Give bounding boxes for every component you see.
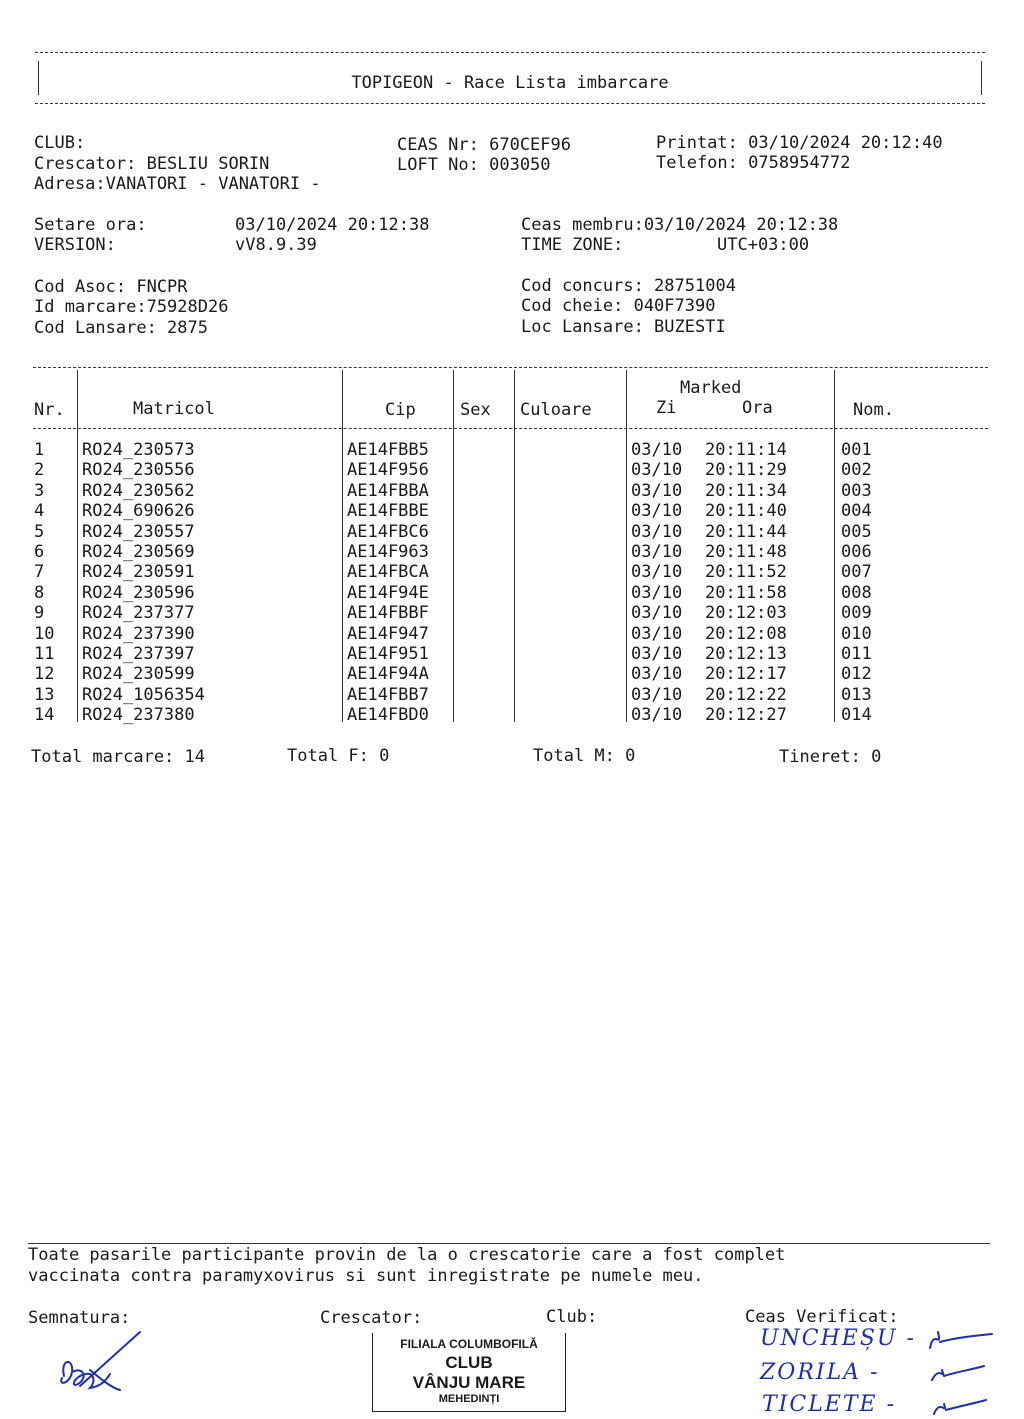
col-header-nom: Nom. <box>853 400 894 420</box>
loc-lansare: Loc Lansare: BUZESTI <box>521 317 726 337</box>
handwritten-name-3: TICLETE - <box>762 1392 897 1417</box>
cell-cip: AE14F947 <box>347 623 429 644</box>
cell-zi: 03/10 <box>631 684 683 705</box>
cod-concurs: Cod concurs: 28751004 <box>521 276 736 296</box>
time-zone-label: TIME ZONE: <box>521 235 624 255</box>
cell-ora: 20:11:40 <box>705 501 787 522</box>
adresa-info: Adresa:VANATORI - VANATORI - <box>34 174 321 194</box>
cell-zi: 03/10 <box>631 460 683 481</box>
table-row <box>0 522 1024 542</box>
stamp-line-3: VÂNJU MARE <box>412 1373 526 1392</box>
cell-cip: AE14F963 <box>347 542 429 562</box>
setare-ora-value: 03/10/2024 20:12:38 <box>235 215 430 235</box>
cell-ora: 20:11:52 <box>705 562 787 583</box>
version-label: VERSION: <box>34 235 116 255</box>
cell-cip: AE14F94E <box>347 582 429 603</box>
telefon: Telefon: 0758954772 <box>656 153 851 173</box>
cell-ora: 20:12:22 <box>705 684 787 705</box>
cell-nom: 002 <box>841 460 872 481</box>
cell-nom: 004 <box>841 501 872 522</box>
signature-scribble <box>50 1328 150 1398</box>
declaration-line-1: Toate pasarile participante provin de la o crescatorie care a fost complet <box>28 1245 786 1265</box>
cell-cip: AE14FBBE <box>347 501 429 522</box>
cell-nr: 7 <box>34 562 45 583</box>
cell-cip: AE14F956 <box>347 460 429 481</box>
cell-cip: AE14FBC6 <box>347 521 429 542</box>
cell-zi: 03/10 <box>631 562 683 583</box>
table-top-rule <box>33 367 988 368</box>
cell-ora: 20:11:34 <box>705 480 787 501</box>
loft-no: LOFT No: 003050 <box>397 155 551 175</box>
cell-nr: 4 <box>34 501 45 522</box>
cell-zi: 03/10 <box>631 521 683 542</box>
cell-nr: 1 <box>34 440 45 460</box>
ceas-nr: CEAS Nr: 670CEF96 <box>397 135 571 155</box>
cell-ora: 20:11:14 <box>705 440 787 460</box>
cell-cip: AE14FBB5 <box>347 440 429 460</box>
col-header-culoare: Culoare <box>520 400 592 420</box>
id-marcare: Id marcare:75928D26 <box>34 297 229 317</box>
semnatura-label: Semnatura: <box>28 1308 131 1328</box>
footer-rule <box>28 1243 990 1244</box>
cell-zi: 03/10 <box>631 603 683 624</box>
version-value: vV8.9.39 <box>235 235 317 255</box>
cell-cip: AE14F951 <box>347 644 429 664</box>
table-row <box>0 603 1024 623</box>
declaration-line-2: vaccinata contra paramyxovirus si sunt inregistrate pe numele meu. <box>28 1266 704 1286</box>
stamp-line-1: FILIALA COLUMBOFILĂ <box>400 1337 538 1351</box>
document-title: TOPIGEON - Race Lista imbarcare <box>351 73 669 93</box>
setare-ora-label: Setare ora: <box>34 215 147 235</box>
tineret: Tineret: 0 <box>779 747 882 767</box>
cell-zi: 03/10 <box>631 582 683 603</box>
club-stamp <box>372 1333 566 1412</box>
table-row <box>0 440 1024 460</box>
table-row <box>0 460 1024 480</box>
cell-zi: 03/10 <box>631 705 683 726</box>
cell-nom: 007 <box>841 562 872 583</box>
cell-matricol: RO24_237390 <box>82 623 195 644</box>
total-f: Total F: 0 <box>287 746 390 766</box>
table-row <box>0 624 1024 644</box>
cell-ora: 20:11:29 <box>705 460 787 481</box>
col-header-cip: Cip <box>385 400 416 420</box>
cell-zi: 03/10 <box>631 623 683 644</box>
cod-lansare: Cod Lansare: 2875 <box>34 318 208 338</box>
table-row <box>0 583 1024 603</box>
table-row <box>0 481 1024 501</box>
club-label: CLUB: <box>34 133 86 153</box>
cell-ora: 20:12:17 <box>705 664 787 685</box>
table-row <box>0 542 1024 562</box>
cell-nom: 006 <box>841 542 872 562</box>
cell-cip: AE14FBBF <box>347 603 429 624</box>
handwritten-initials <box>920 1320 1000 1419</box>
cell-nr: 10 <box>34 623 55 644</box>
cell-cip: AE14FBBA <box>347 480 429 501</box>
col-header-marked: Marked <box>680 378 742 398</box>
cell-zi: 03/10 <box>631 664 683 685</box>
cell-cip: AE14FBCA <box>347 562 429 583</box>
table-row <box>0 664 1024 684</box>
cell-nom: 009 <box>841 603 872 624</box>
cell-matricol: RO24_237377 <box>82 603 195 624</box>
cell-nr: 8 <box>34 582 45 603</box>
crescator-info: Crescator: BESLIU SORIN <box>34 154 270 174</box>
cell-nr: 13 <box>34 684 55 705</box>
cell-nom: 003 <box>841 480 872 501</box>
cod-cheie: Cod cheie: 040F7390 <box>521 296 716 316</box>
cell-nom: 005 <box>841 521 872 542</box>
cell-zi: 03/10 <box>631 644 683 664</box>
col-header-matricol: Matricol <box>133 399 215 419</box>
cell-nr: 5 <box>34 521 45 542</box>
cell-zi: 03/10 <box>631 542 683 562</box>
handwritten-name-2: ZORILA - <box>760 1360 880 1385</box>
crescator-sign-label: Crescator: <box>320 1308 423 1328</box>
cell-nom: 010 <box>841 623 872 644</box>
cell-matricol: RO24_237380 <box>82 705 195 726</box>
cell-ora: 20:12:03 <box>705 603 787 624</box>
table-row <box>0 501 1024 521</box>
table-row <box>0 685 1024 705</box>
cell-zi: 03/10 <box>631 501 683 522</box>
cell-ora: 20:11:48 <box>705 542 787 562</box>
table-row <box>0 644 1024 664</box>
cell-ora: 20:12:13 <box>705 644 787 664</box>
cell-nom: 008 <box>841 582 872 603</box>
table-row <box>0 562 1024 582</box>
cell-nr: 9 <box>34 603 45 624</box>
cell-nom: 011 <box>841 644 872 664</box>
total-m: Total M: 0 <box>533 746 636 766</box>
cell-matricol: RO24_230573 <box>82 440 195 460</box>
cell-nr: 12 <box>34 664 55 685</box>
cell-nr: 6 <box>34 542 45 562</box>
handwritten-name-1: UNCHEȘU - <box>760 1326 916 1351</box>
cell-nom: 013 <box>841 684 872 705</box>
cell-matricol: RO24_230591 <box>82 562 195 583</box>
cell-cip: AE14FBB7 <box>347 684 429 705</box>
cell-nom: 014 <box>841 705 872 726</box>
table-header-rule <box>33 428 988 429</box>
cell-cip: AE14FBD0 <box>347 705 429 726</box>
printat: Printat: 03/10/2024 20:12:40 <box>656 133 943 153</box>
ceas-membru: Ceas membru:03/10/2024 20:12:38 <box>521 215 839 235</box>
stamp-line-2: CLUB <box>445 1353 493 1372</box>
cell-nr: 3 <box>34 480 45 501</box>
cell-matricol: RO24_230562 <box>82 480 195 501</box>
cell-nom: 012 <box>841 664 872 685</box>
cell-zi: 03/10 <box>631 480 683 501</box>
col-header-zi: Zi <box>656 398 677 418</box>
cod-asoc: Cod Asoc: FNCPR <box>34 277 188 297</box>
club-sign-label: Club: <box>546 1307 598 1327</box>
col-header-sex: Sex <box>460 400 491 420</box>
title-box <box>35 52 985 104</box>
cell-nr: 2 <box>34 460 45 481</box>
cell-zi: 03/10 <box>631 440 683 460</box>
cell-matricol: RO24_230557 <box>82 521 195 542</box>
stamp-line-4: MEHEDINȚI <box>438 1393 500 1405</box>
cell-nr: 11 <box>34 644 55 664</box>
cell-matricol: RO24_237397 <box>82 644 195 664</box>
cell-ora: 20:12:27 <box>705 705 787 726</box>
cell-cip: AE14F94A <box>347 664 429 685</box>
cell-matricol: RO24_230596 <box>82 582 195 603</box>
time-zone-value: UTC+03:00 <box>717 235 810 255</box>
cell-nr: 14 <box>34 705 55 726</box>
table-row <box>0 705 1024 725</box>
col-header-ora: Ora <box>742 398 773 418</box>
cell-matricol: RO24_1056354 <box>82 684 205 705</box>
cell-ora: 20:12:08 <box>705 623 787 644</box>
col-header-nr: Nr. <box>34 400 65 420</box>
cell-ora: 20:11:44 <box>705 521 787 542</box>
cell-ora: 20:11:58 <box>705 582 787 603</box>
cell-matricol: RO24_230599 <box>82 664 195 685</box>
total-marcare: Total marcare: 14 <box>31 747 205 767</box>
cell-matricol: RO24_690626 <box>82 501 195 522</box>
cell-matricol: RO24_230556 <box>82 460 195 481</box>
cell-nom: 001 <box>841 440 872 460</box>
ceas-verificat-label: Ceas Verificat: <box>745 1307 899 1327</box>
cell-matricol: RO24_230569 <box>82 542 195 562</box>
